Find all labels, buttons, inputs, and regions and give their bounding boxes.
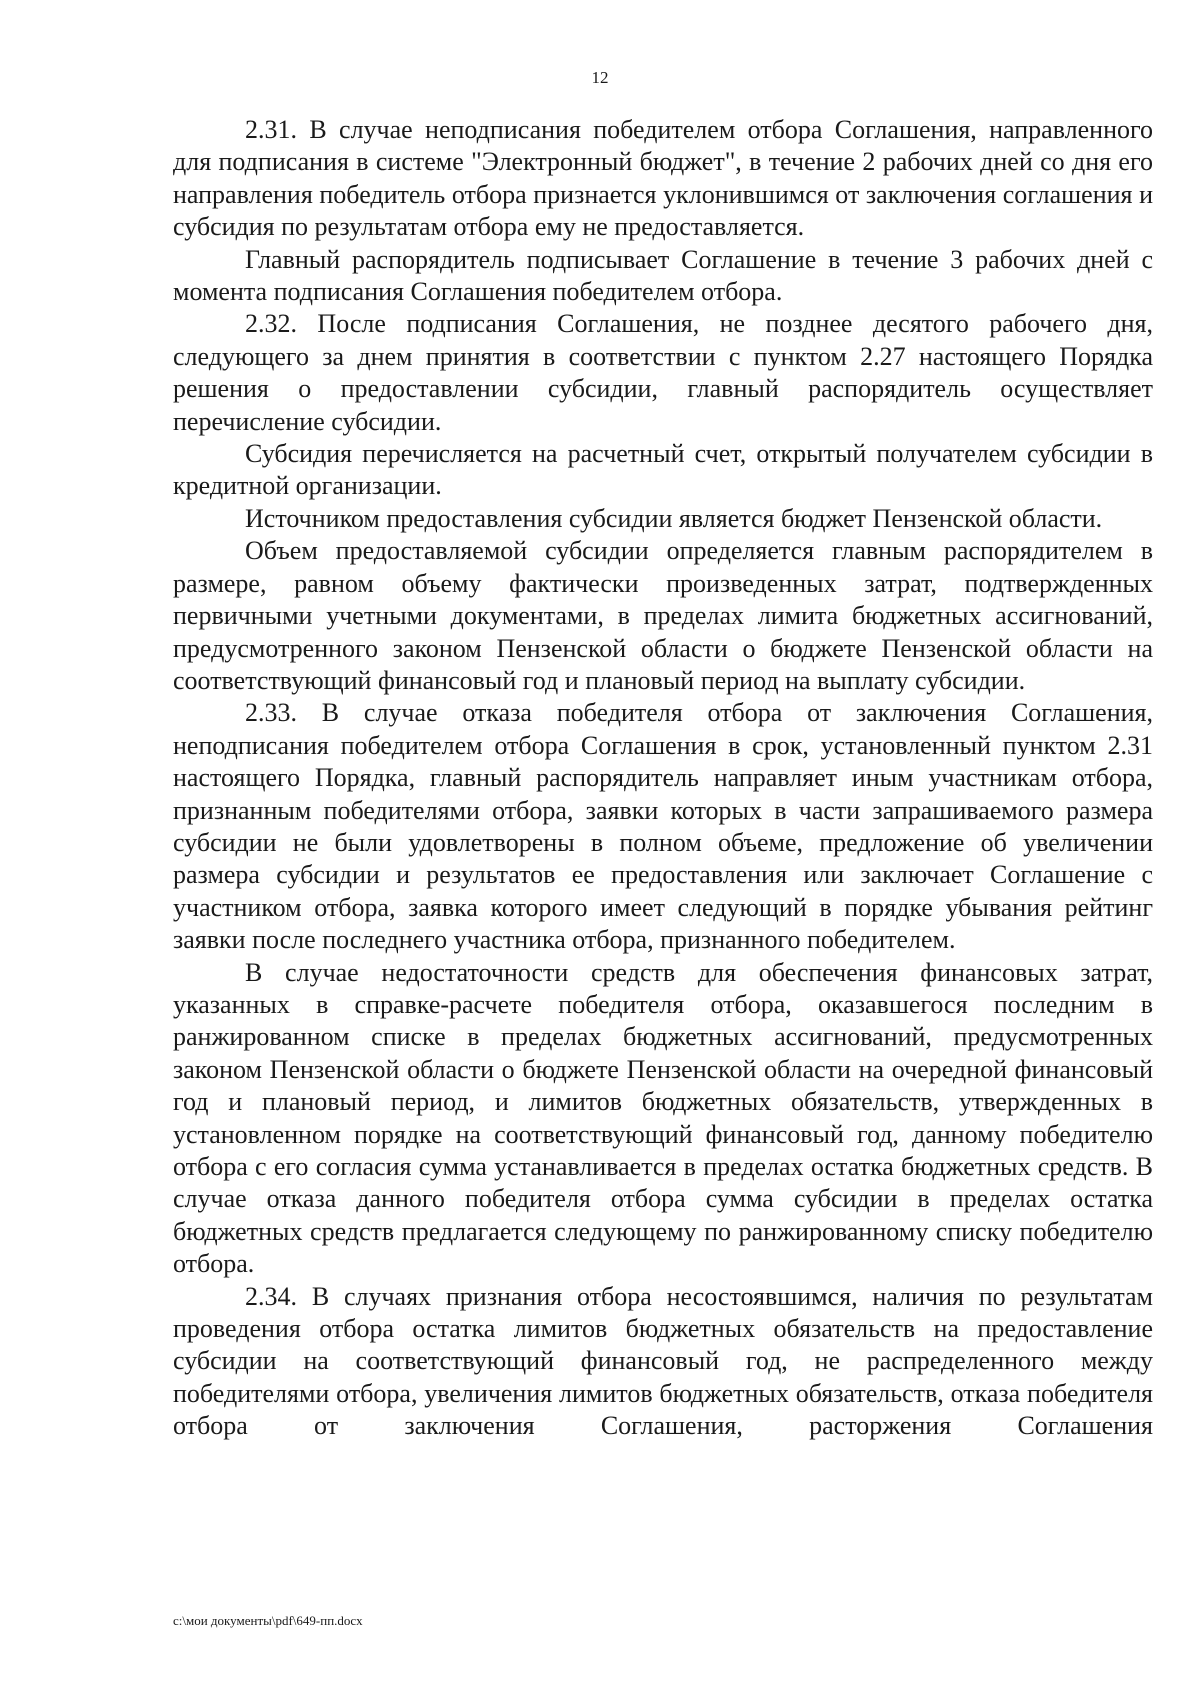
paragraph-volume: Объем предоставляемой субсидии определяется главным распорядителем в размере, равном объему фактически произведенных затрат, подтвержденных первичными учетными документами, в пределах лимита бюджетных ассигнований, предусмотренного законом Пензенской области о бюджете Пензенской области на соответствующий финансовый год и плановый период на выплату субсидии. <box>173 536 1153 695</box>
paragraph-2-32: 2.32. После подписания Соглашения, не позднее десятого рабочего дня, следующего за днем принятия в соответствии с пунктом 2.27 настоящего Порядка решения о предоставлении субсидии, главный распорядитель осуществляет перечисление субсидии. <box>173 309 1153 436</box>
paragraph-insufficiency: В случае недостаточности средств для обеспечения финансовых затрат, указанных в справке-расчете победителя отбора, оказавшегося последним в ранжированном списке в пределах бюджетных ассигнований, предусмотренных законом Пензенской области о бюджете Пензенской области на очередной финансовый год и плановый период, и лимитов бюджетных обязательств, утвержденных в установленном порядке на соответствующий финансовый год, данному победителю отбора с его согласия сумма устанавливается в пределах остатка бюджетных средств. В случае отказа данного победителя отбора сумма субсидии в пределах остатка бюджетных средств предлагается следующему по ранжированному списку победителю отбора. <box>173 957 1153 1279</box>
paragraph-source: Источником предоставления субсидии является бюджет Пензенской области. <box>245 503 1103 533</box>
document-body <box>173 114 1153 1443</box>
footer-file-path: c:\мои документы\pdf\649-пп.docx <box>173 1613 363 1628</box>
paragraph-2-33: 2.33. В случае отказа победителя отбора от заключения Соглашения, неподписания победителем отбора Соглашения в срок, установленный пунктом 2.31 настоящего Порядка, главный распорядитель направляет иным участникам отбора, признанным победителями отбора, заявки которых в части запрашиваемого размера субсидии не были удовлетворены в полном объеме, предложение об увеличении размера субсидии и результатов ее предоставления или заключает Соглашение с участником отбора, заявка которого имеет следующий в порядке убывания рейтинг заявки после последнего участника отбора, признанного победителем. <box>173 698 1153 955</box>
page-number: 12 <box>591 68 609 87</box>
paragraph-signing: Главный распорядитель подписывает Соглашение в течение 3 рабочих дней с момента подписания Соглашения победителем отбора. <box>173 244 1153 307</box>
paragraph-2-31: 2.31. В случае неподписания победителем отбора Соглашения, направленного для подписания в системе "Электронный бюджет", в течение 2 рабочих дней со дня его направления победитель отбора признается уклонившимся от заключения соглашения и субсидия по результатам отбора ему не предоставляется. <box>173 115 1153 242</box>
paragraph-transfer: Субсидия перечисляется на расчетный счет, открытый получателем субсидии в кредитной организации. <box>173 439 1153 501</box>
paragraph-2-34: 2.34. В случаях признания отбора несостоявшимся, наличия по результатам проведения отбора остатка лимитов бюджетных обязательств на предоставление субсидии на соответствующий финансовый год, не распределенного между победителями отбора, увеличения лимитов бюджетных обязательств, отказа победителя отбора от заключения Соглашения, расторжения Соглашения <box>173 1281 1153 1441</box>
